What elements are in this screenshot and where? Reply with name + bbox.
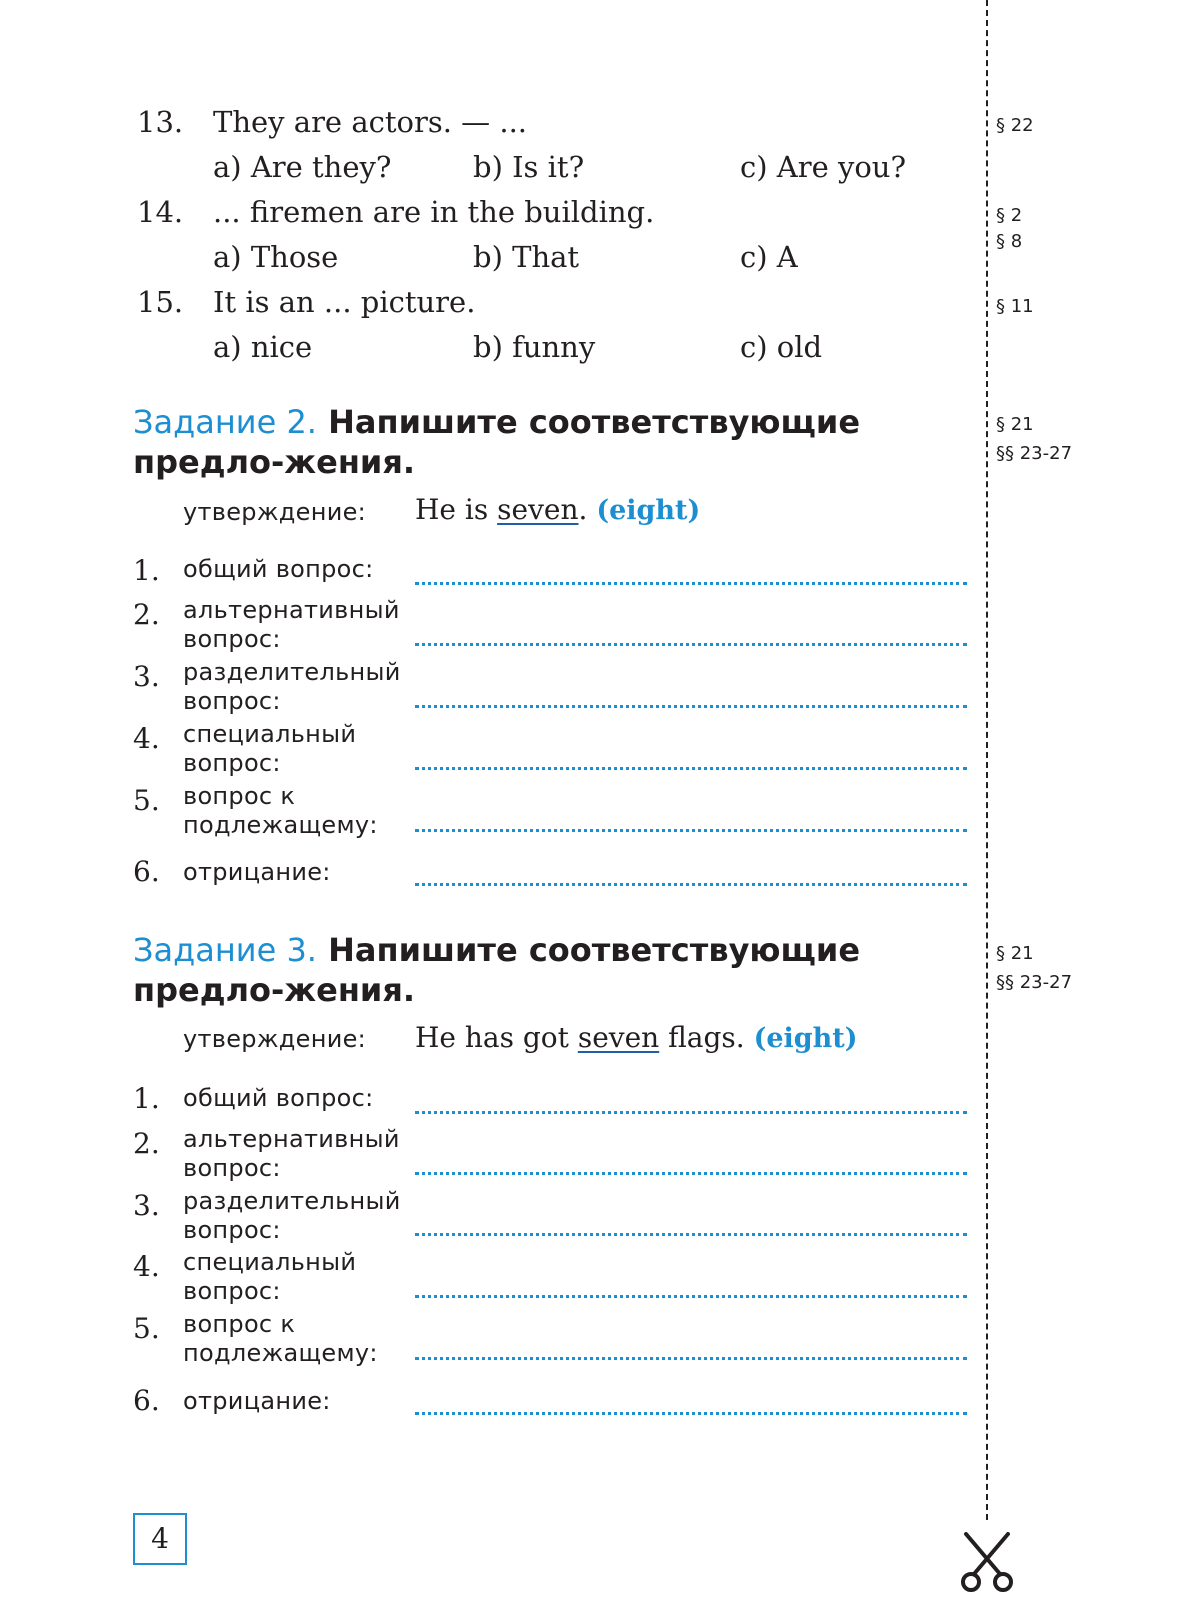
task-label: Задание 2. [133, 403, 317, 441]
statement-label: утверждение: [183, 498, 367, 526]
section-ref: § 21 [996, 414, 1034, 435]
option-a: a) nice [213, 330, 313, 364]
item-label: вопрос к подлежащему: [183, 1310, 378, 1367]
section-ref: § 11 [996, 296, 1034, 317]
section-ref: § 8 [996, 231, 1023, 252]
section-ref: §§ 23-27 [996, 443, 1073, 464]
section-ref: §§ 23-27 [996, 972, 1073, 993]
task-heading [133, 402, 973, 482]
item-label: общий вопрос: [183, 1084, 374, 1112]
underlined-word: seven [577, 1021, 660, 1054]
section-ref: § 2 [996, 205, 1023, 226]
item-number: 1. [133, 1082, 160, 1115]
answer-line[interactable] [415, 829, 967, 832]
scissors-icon [958, 1532, 1016, 1592]
sentence-part: flags. [659, 1021, 745, 1054]
sentence-part: He is [415, 493, 498, 526]
item-label: разделительный вопрос: [183, 658, 401, 715]
option-a: a) Those [213, 240, 339, 274]
cut-line [986, 0, 988, 1520]
item-label: специальный вопрос: [183, 720, 357, 777]
question-number: 14. [137, 195, 184, 229]
answer-line[interactable] [415, 1233, 967, 1236]
item-number: 4. [133, 1250, 160, 1283]
section-ref: § 21 [996, 943, 1034, 964]
option-c: c) Are you? [740, 150, 907, 184]
item-label: общий вопрос: [183, 555, 374, 583]
item-number: 1. [133, 554, 160, 587]
item-number: 5. [133, 1312, 160, 1345]
item-number: 3. [133, 660, 160, 693]
underlined-word: seven [497, 493, 579, 526]
item-label: отрицание: [183, 858, 331, 886]
item-number: 6. [133, 1384, 160, 1417]
answer-line[interactable] [415, 1357, 967, 1360]
statement-label: утверждение: [183, 1025, 367, 1053]
statement-sentence [415, 493, 700, 526]
item-number: 5. [133, 784, 160, 817]
item-number: 4. [133, 722, 160, 755]
answer-line[interactable] [415, 767, 967, 770]
item-number: 6. [133, 855, 160, 888]
option-a: a) Are they? [213, 150, 392, 184]
task-heading [133, 930, 973, 1010]
option-b: b) Is it? [473, 150, 585, 184]
task-label: Задание 3. [133, 931, 317, 969]
sentence-part: . [578, 493, 588, 526]
question-number: 15. [137, 285, 184, 319]
answer-line[interactable] [415, 705, 967, 708]
question-text: ... firemen are in the building. [213, 195, 655, 229]
sentence-part: He has got [415, 1021, 578, 1054]
task-instruction: Напишите соответствующие предло-жения. [133, 931, 861, 1009]
item-label: специальный вопрос: [183, 1248, 357, 1305]
item-label: альтернативный вопрос: [183, 596, 400, 653]
statement-sentence [415, 1021, 858, 1054]
answer-line[interactable] [415, 883, 967, 886]
item-label: разделительный вопрос: [183, 1187, 401, 1244]
item-label: вопрос к подлежащему: [183, 782, 378, 839]
item-number: 2. [133, 598, 160, 631]
answer-line[interactable] [415, 1111, 967, 1114]
page-number: 4 [133, 1513, 187, 1565]
item-number: 3. [133, 1189, 160, 1222]
answer-line[interactable] [415, 582, 967, 585]
answer-line[interactable] [415, 643, 967, 646]
option-b: b) That [473, 240, 580, 274]
option-b: b) funny [473, 330, 596, 364]
item-number: 2. [133, 1127, 160, 1160]
hint: (eight) [596, 495, 701, 526]
task-instruction: Напишите соответствующие предло-жения. [133, 403, 861, 481]
section-ref: § 22 [996, 115, 1034, 136]
item-label: отрицание: [183, 1387, 331, 1415]
hint: (eight) [753, 1023, 858, 1054]
question-text: It is an ... picture. [213, 285, 476, 319]
answer-line[interactable] [415, 1412, 967, 1415]
item-label: альтернативный вопрос: [183, 1125, 400, 1182]
option-c: c) A [740, 240, 798, 274]
question-text: They are actors. — ... [213, 105, 528, 139]
answer-line[interactable] [415, 1172, 967, 1175]
option-c: c) old [740, 330, 823, 364]
question-number: 13. [137, 105, 184, 139]
answer-line[interactable] [415, 1295, 967, 1298]
